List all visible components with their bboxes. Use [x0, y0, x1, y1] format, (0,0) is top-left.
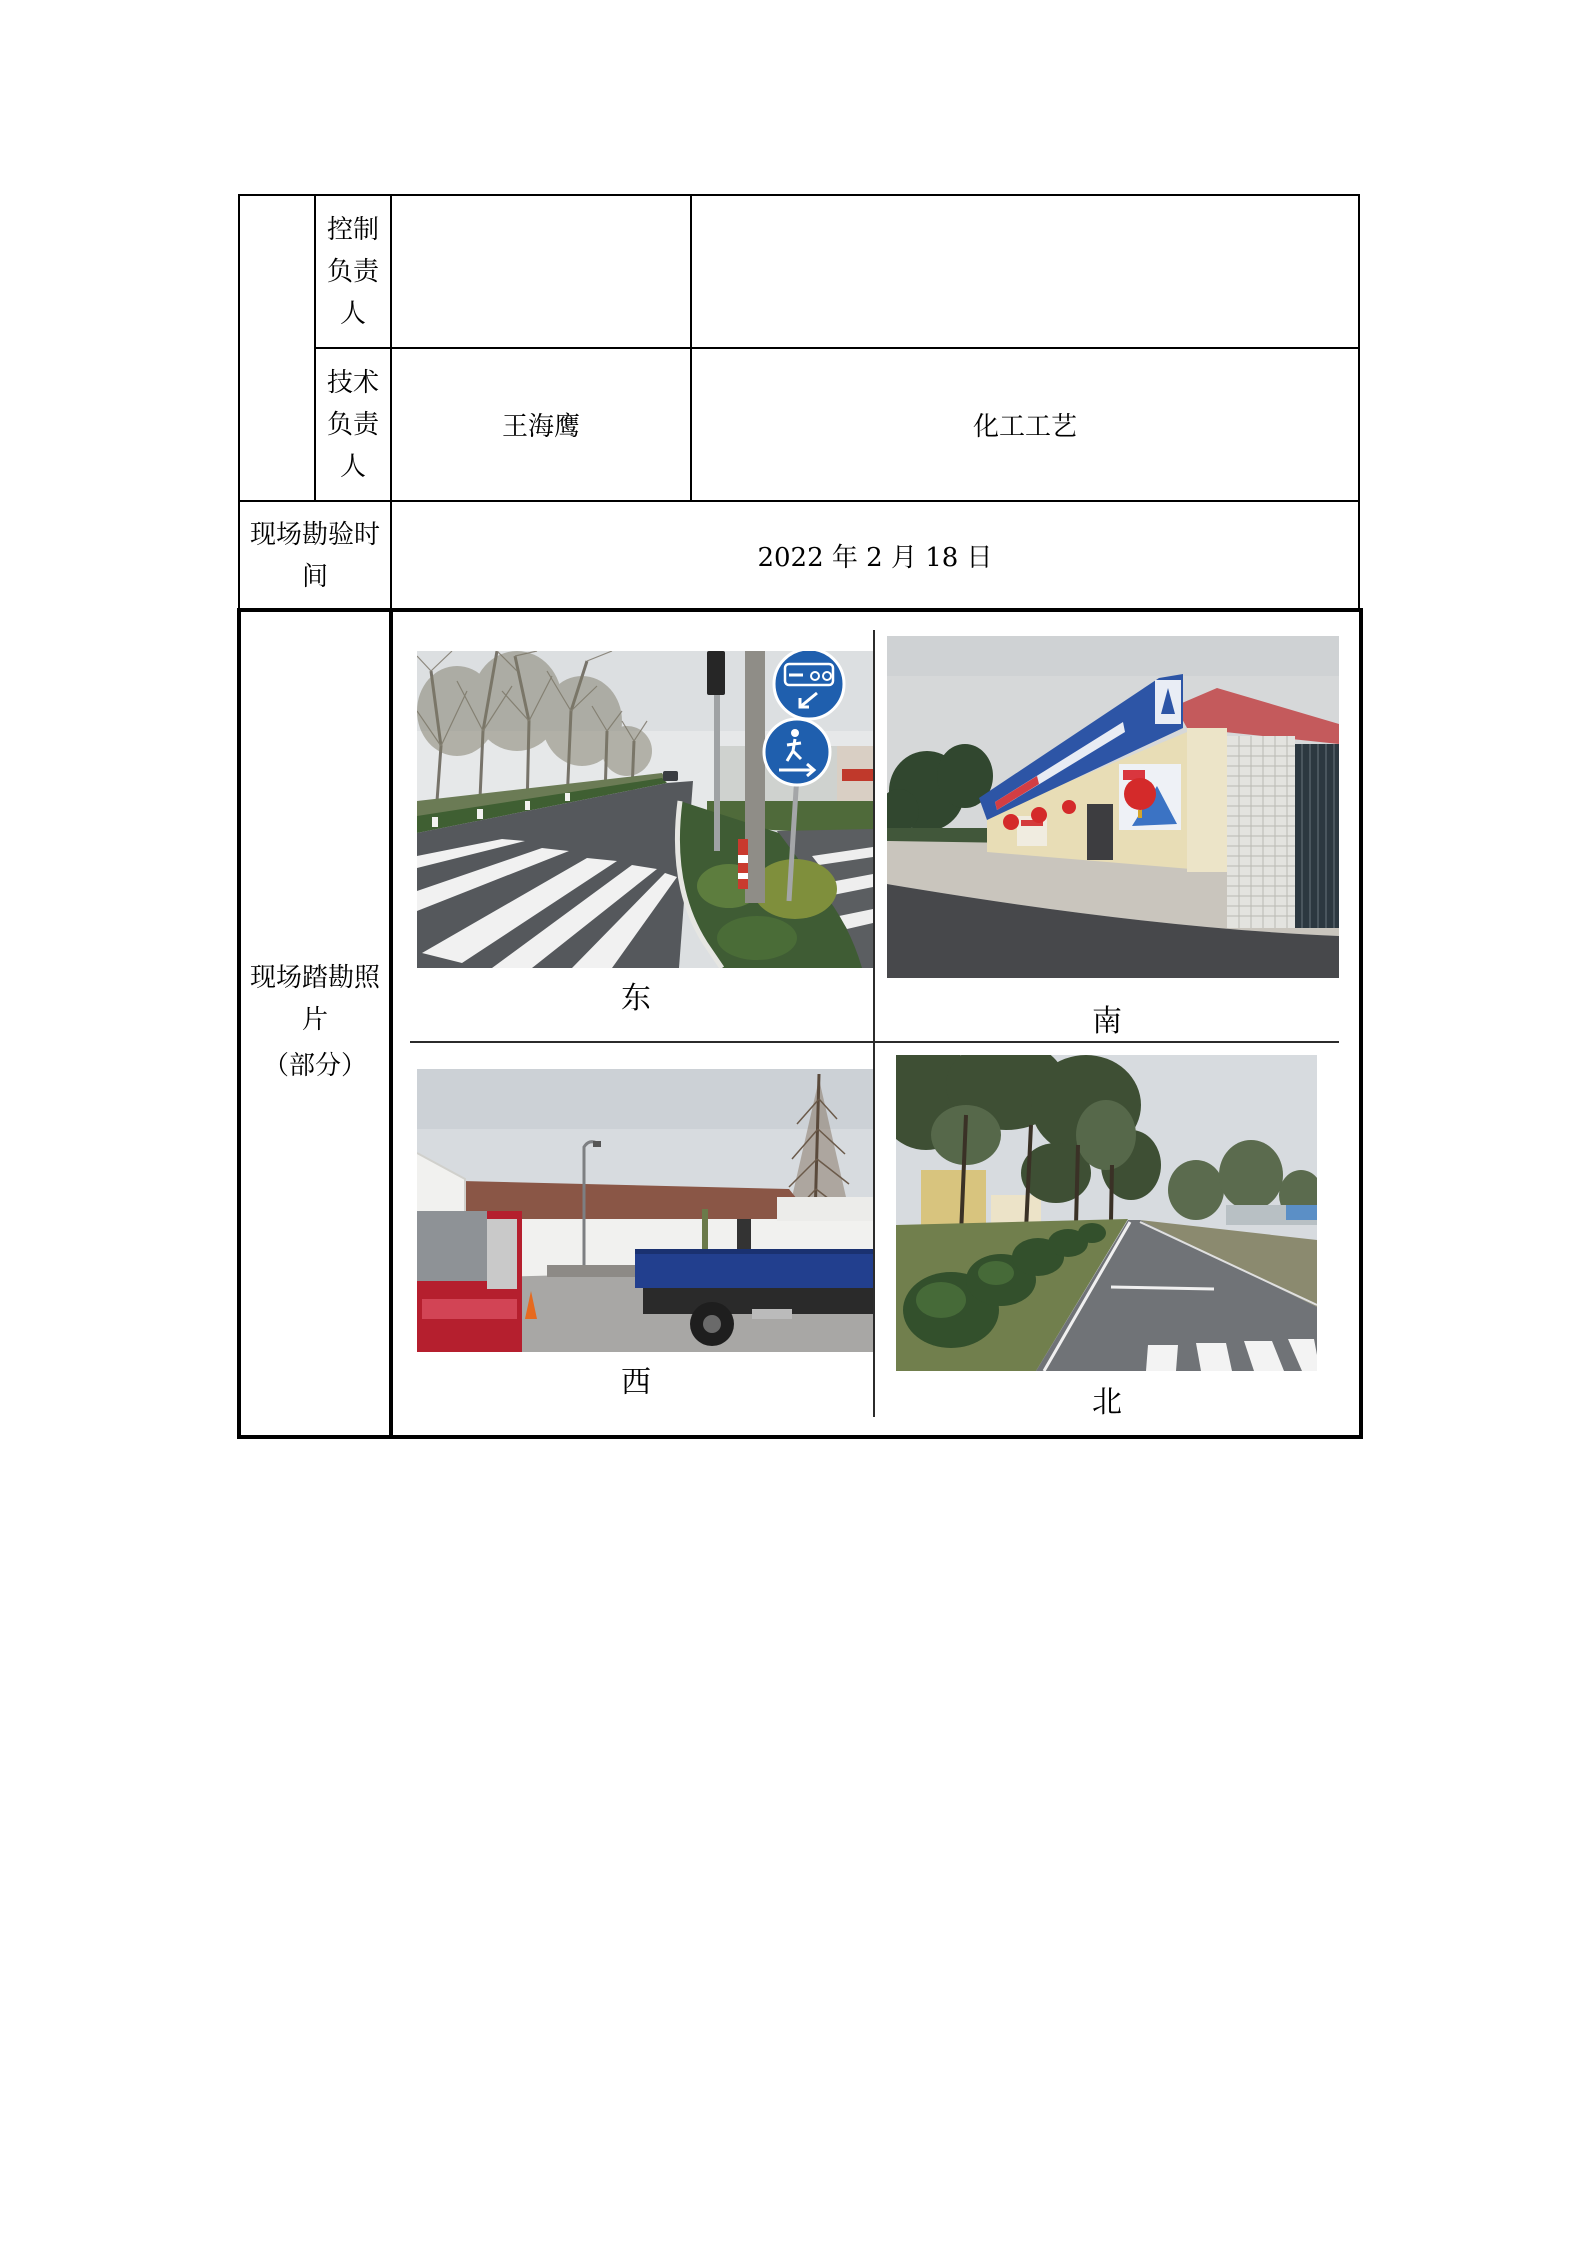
technical-lead-label-cell: [314, 347, 392, 502]
site-photos-label-cell: [237, 608, 393, 1439]
survey-time-value-cell: [390, 500, 1360, 611]
technical-lead-label: 技术负责人: [326, 367, 379, 482]
technical-lead-field-cell: [690, 347, 1360, 502]
photo-west: [417, 1069, 873, 1352]
control-lead-label: 控制负责人: [326, 214, 379, 329]
photo-north-image: [896, 1055, 1317, 1371]
photo-caption-east: 东: [621, 982, 651, 1015]
survey-time-label: 现场勘验时间: [249, 519, 380, 592]
tiled-pillar: [1227, 736, 1295, 928]
photo-south: [887, 636, 1339, 978]
survey-time-label-cell: [238, 500, 392, 611]
photo-grid-horizontal-divider: [410, 1041, 1339, 1043]
photo-caption-west: 西: [621, 1366, 651, 1399]
photo-caption-north: 北: [1092, 1386, 1122, 1419]
photo-east-image: [417, 651, 873, 968]
photo-north: [896, 1055, 1317, 1371]
survey-time-value: 2022 年 2 月 18 日: [757, 543, 993, 573]
site-photos-label: 现场踏勘照片: [249, 962, 380, 1035]
photo-south-image: [887, 636, 1339, 978]
photo-east: [417, 651, 873, 968]
control-lead-name-cell: [390, 194, 692, 349]
control-lead-field-cell: [690, 194, 1360, 349]
photo-caption-south: 南: [1092, 1005, 1122, 1038]
photo-grid-vertical-divider: [873, 630, 875, 1417]
technical-lead-name-cell: [390, 347, 692, 502]
control-lead-label-cell: [314, 194, 392, 349]
technical-lead-field: 化工工艺: [972, 412, 1077, 442]
site-photos-note: （部分）: [262, 1050, 367, 1081]
personnel-group-cell: [238, 194, 316, 502]
technical-lead-name: 王海鹰: [501, 412, 580, 442]
photo-west-image: [417, 1069, 873, 1352]
red-cart: [417, 1211, 522, 1352]
traffic-light: [707, 651, 725, 695]
